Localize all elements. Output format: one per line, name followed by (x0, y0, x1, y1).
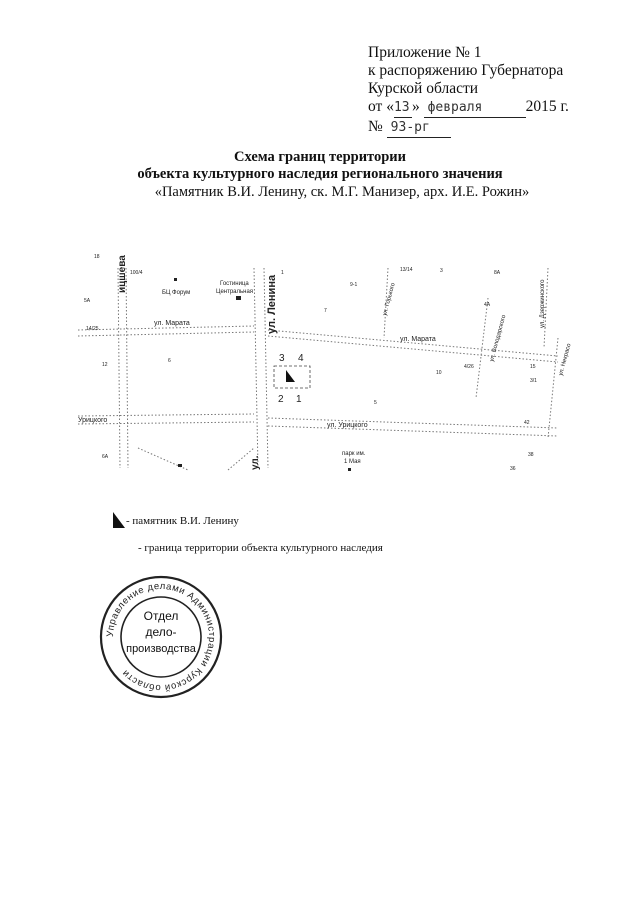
street-edges (78, 268, 558, 470)
small-building-icon (178, 464, 182, 467)
street-label-nekrasova: ул. Некрасо (558, 343, 573, 377)
house-number: 13/14 (400, 267, 413, 273)
street-label-marata-left: ул. Марата (154, 320, 190, 327)
house-number: 10 (436, 370, 442, 376)
date-day: 13 (394, 99, 412, 118)
house-number: 4/26 (464, 364, 474, 370)
street-label-uritskogo: ул. Урицкого (327, 422, 368, 429)
street-label-gorkogo: ул. Горького (382, 282, 397, 317)
house-number: 42 (524, 420, 530, 426)
house-number: 8А (494, 270, 501, 276)
stamp-ring-text: Управление делами Администрации Курской области (104, 580, 218, 694)
building-bts-icon (174, 278, 177, 281)
site-map (78, 238, 578, 478)
house-number: 7 (324, 308, 327, 314)
department-stamp (96, 572, 226, 702)
appendix-number (368, 118, 569, 138)
house-number: 18 (94, 254, 100, 260)
house-number: 4А (484, 302, 491, 308)
stamp-center-3: производства (126, 643, 196, 655)
heritage-boundary (274, 366, 310, 388)
title-line-2: объекта культурного наследия регионального значения (137, 166, 503, 182)
house-number: 1 (281, 270, 284, 276)
house-number: 9-1 (350, 282, 358, 288)
house-number: 38 (528, 452, 534, 458)
title-line-1: Схема границ территории (233, 149, 407, 165)
title-line-3: «Памятник В.И. Ленину, ск. М.Г. Манизер, арх. И.Е. Рожин» (154, 184, 530, 200)
number-value: 93-рг (387, 119, 451, 138)
appendix-date (368, 98, 569, 118)
number-prefix: № (368, 118, 383, 135)
street-label-left: ицшева (117, 255, 128, 293)
building-label-hotel-1: Гостиница (220, 281, 249, 287)
house-number: 100/4 (130, 270, 143, 276)
legend-monument-icon (112, 512, 126, 528)
appendix-line-2: к распоряжению Губернатора (368, 62, 564, 79)
house-number: 3/1 (530, 378, 537, 384)
street-label-dzerzhinskogo: ул. Дзержинского (540, 279, 546, 328)
house-number: 5 (374, 400, 377, 406)
house-number: 36 (510, 466, 516, 472)
legend-monument-label: - памятник В.И. Ленину (126, 515, 239, 527)
park-label-1: парк им. (342, 451, 366, 457)
house-number: 6 (168, 358, 171, 364)
street-label-lenina: ул. Ленина (266, 274, 278, 334)
building-label-hotel-2: Центральная (216, 289, 254, 295)
date-prefix: от « (368, 98, 394, 115)
house-number: 6А (102, 454, 109, 460)
monument-marker-icon (286, 370, 295, 382)
house-number: 14/25 (86, 326, 99, 332)
point-label-3: 3 (279, 353, 285, 364)
building-label-bts: БЦ Форум (162, 290, 191, 296)
street-label-marata-right: ул. Марата (400, 336, 436, 343)
date-month: февраля (424, 99, 526, 118)
appendix-line-3: Курской области (368, 80, 479, 97)
point-label-2: 2 (278, 394, 284, 405)
park-icon (348, 468, 351, 471)
street-label-volodarskogo: ул. Володарского (489, 314, 508, 363)
house-numbers (84, 254, 537, 472)
street-label-uritskogo-left: Урицкого (78, 417, 108, 424)
appendix-block (368, 44, 569, 138)
house-number: 15 (530, 364, 536, 370)
house-number: 12 (102, 362, 108, 368)
park-label-2: 1 Мая (344, 459, 361, 465)
point-label-1: 1 (296, 394, 302, 405)
point-label-4: 4 (298, 353, 304, 364)
appendix-line-1: Приложение № 1 (368, 44, 482, 61)
building-hotel-icon (236, 296, 241, 300)
street-label-lenina-bottom: ул. (250, 455, 261, 470)
house-number: 3 (440, 268, 443, 274)
date-sep: » (411, 98, 420, 115)
legend-boundary-label: - граница территории объекта культурного наследия (138, 542, 383, 554)
stamp-center-2: дело- (145, 625, 177, 639)
stamp-center-1: Отдел (143, 609, 179, 623)
date-year: 2015 г. (525, 98, 569, 115)
house-number: 5А (84, 298, 91, 304)
